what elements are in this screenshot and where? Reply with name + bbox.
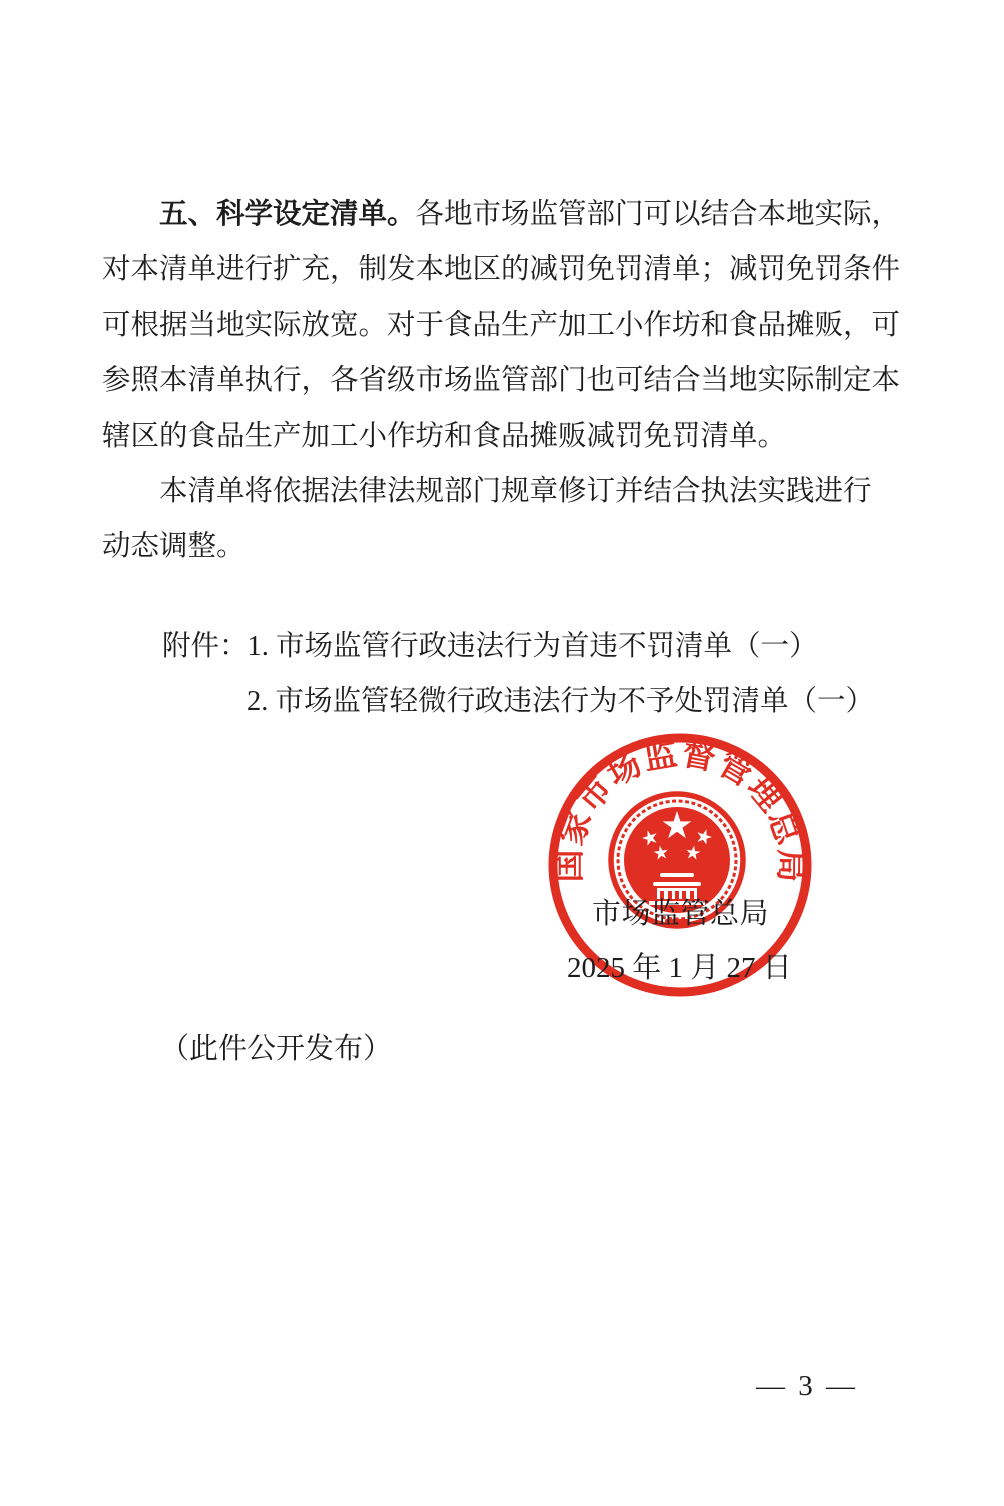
attachment-item: 2. 市场监管轻微行政违法行为不予处罚清单（一） — [247, 686, 875, 718]
body-line: 辖区的食品生产加工小作坊和食品摊贩减罚免罚清单。 — [102, 420, 787, 452]
body-text-block — [102, 187, 912, 575]
body-line: 本清单将依据法律法规部门规章修订并结合执法实践进行 — [159, 475, 872, 507]
body-line-text: 各地市场监管部门可以结合本地实际， — [415, 199, 901, 230]
attachments-block — [162, 619, 874, 730]
body-line: 参照本清单执行，各省级市场监管部门也可结合当地实际制定本 — [102, 365, 901, 397]
attachments-label: 附件： — [162, 631, 248, 662]
publish-note: （此件公开发布） — [160, 1033, 393, 1065]
seal-ring-text: 国家市场监督管理总局 — [551, 736, 809, 885]
section-heading: 五、科学设定清单。 — [159, 199, 416, 230]
signature-agency: 市场监管总局 — [592, 898, 770, 930]
body-line: 可根据当地实际放宽。对于食品生产加工小作坊和食品摊贩，可 — [102, 309, 901, 341]
attachment-item — [162, 619, 874, 674]
body-line: 对本清单进行扩充，制发本地区的减罚免罚清单；减罚免罚条件 — [102, 254, 901, 286]
body-line: 动态调整。 — [102, 531, 245, 563]
page-number: — 3 — — [756, 1370, 858, 1402]
attachment-item-text: 1. 市场监管行政违法行为首违不罚清单（一） — [247, 631, 818, 662]
body-line — [102, 187, 912, 242]
signature-date: 2025 年 1 月 27 日 — [567, 952, 792, 984]
